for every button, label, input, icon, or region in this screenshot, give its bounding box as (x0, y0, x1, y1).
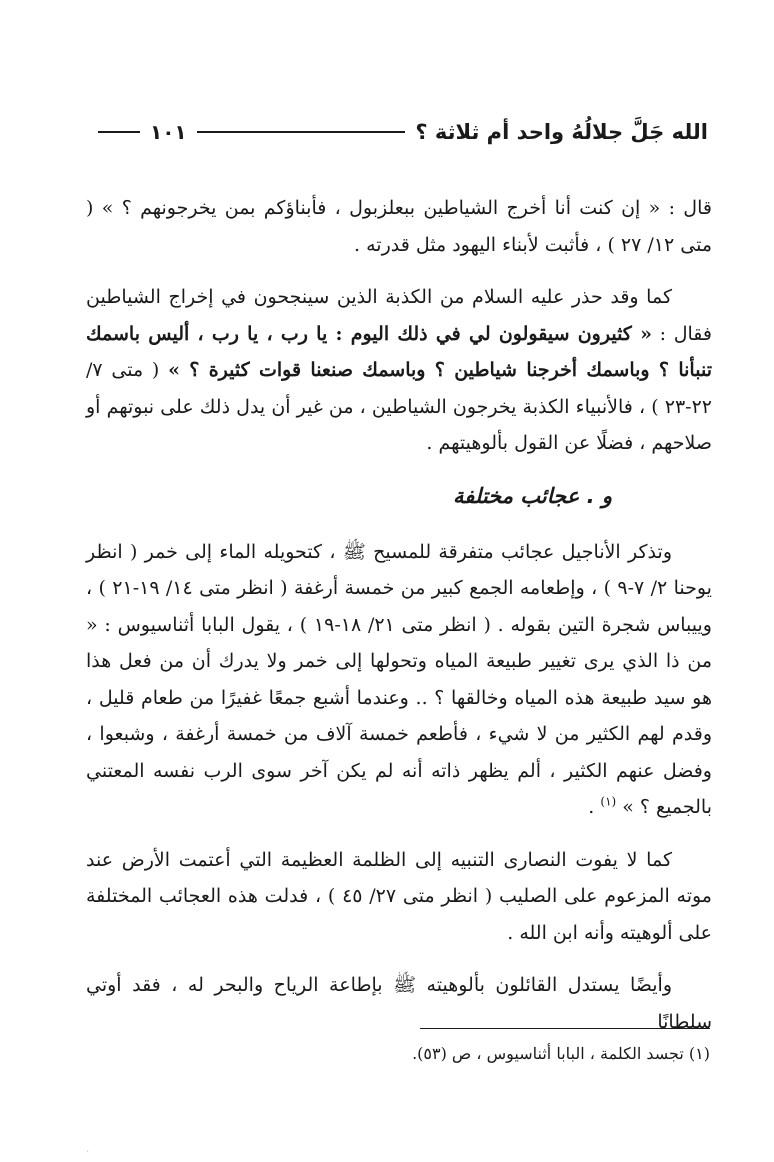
footnote-reference: (١) (600, 794, 617, 809)
scan-mark: . (86, 1144, 90, 1155)
paragraph-3-end: . (588, 796, 601, 818)
header-rule-short (98, 131, 140, 133)
footnote-divider (420, 1028, 710, 1029)
paragraph-2-rest: ( متى ٧/ ٢٢-٢٣ ) ، فالأنبياء الكذبة يخرجون الشياطين ، من غير أن يدل ذلك على نبوتهم أو صلاحهم ، فضلًا عن القول بألوهيتهم . (86, 359, 712, 454)
running-title: الله جَلَّ جلالُهُ واحد أم ثلاثة ؟ (415, 120, 708, 144)
footnote: (١) تجسد الكلمة ، البابا أثناسيوس ، ص (٥٣). (412, 1044, 710, 1063)
paragraph-4: كما لا يفوت النصارى التنبيه إلى الظلمة العظيمة التي أعتمت الأرض عند موته المزعوم على الصليب ( انظر متى ٢٧/ ٤٥ ) ، فدلت هذه العجائب المختلفة على ألوهيته وأنه ابن الله . (86, 848, 712, 944)
page-header (88, 112, 708, 152)
paragraph-2-quote: « كثيرون سيقولون لي في ذلك اليوم : يا رب ، يا رب ، أليس باسمك تنبأنا ؟ وباسمك أخرجنا شياطين ؟ وباسمك صنعنا قوات كثيرة ؟ » (86, 322, 712, 381)
paragraph-3-text: وتذكر الأناجيل عجائب متفرقة للمسيح ﷺ ، كتحويله الماء إلى خمر ( انظر يوحنا ٢/ ٧-٩ ) ، وإطعامه الجمع كبير من خمسة أرغفة ( انظر متى ١٤/ ١٩-٢١ ) ، وييباس شجرة التين بقوله . ( انظر متى ٢١/ ١٨-١٩ ) ، يقول البابا أثناسيوس : « من ذا الذي يرى تغيير طبيعة المياه وتحولها إلى خمر ولا يدرك أن من فعل هذا هو سيد طبيعة هذه المياه وخالقها ؟ .. وعندما أشبع جمعًا غفيرًا من طعام قليل ، وقدم لهم الكثير من لا شيء ، فأطعم خمسة آلاف من خمسة أرغفة ، وشبعوا ، وفضل عنهم الكثير ، ألم يظهر ذاته أنه لم يكن آخر سوى الرب نفسه المعتني بالجميع ؟ » (86, 540, 712, 818)
paragraph-2 (86, 279, 712, 462)
paragraph-5: وأيضًا يستدل القائلون بألوهيته ﷺ بإطاعة الرياح والبحر له ، فقد أوتي سلطانًا (86, 974, 712, 1033)
header-rule-long (197, 131, 406, 133)
paragraph-1: قال : « إن كنت أنا أخرج الشياطين ببعلزبول ، فأبناؤكم بمن يخرجونهم ؟ » ( متى ١٢/ ٢٧ ) ، فأثبت لأبناء اليهود مثل قدرته . (86, 197, 712, 256)
page-body (86, 190, 712, 1056)
page-number: ١٠١ (150, 120, 187, 144)
section-heading: و . عجائب مختلفة (453, 483, 612, 508)
paragraph-3 (86, 534, 712, 826)
paragraph-2-intro: كما وقد حذر عليه السلام من الكذبة الذين سينجحون في إخراج الشياطين فقال : (86, 286, 712, 345)
